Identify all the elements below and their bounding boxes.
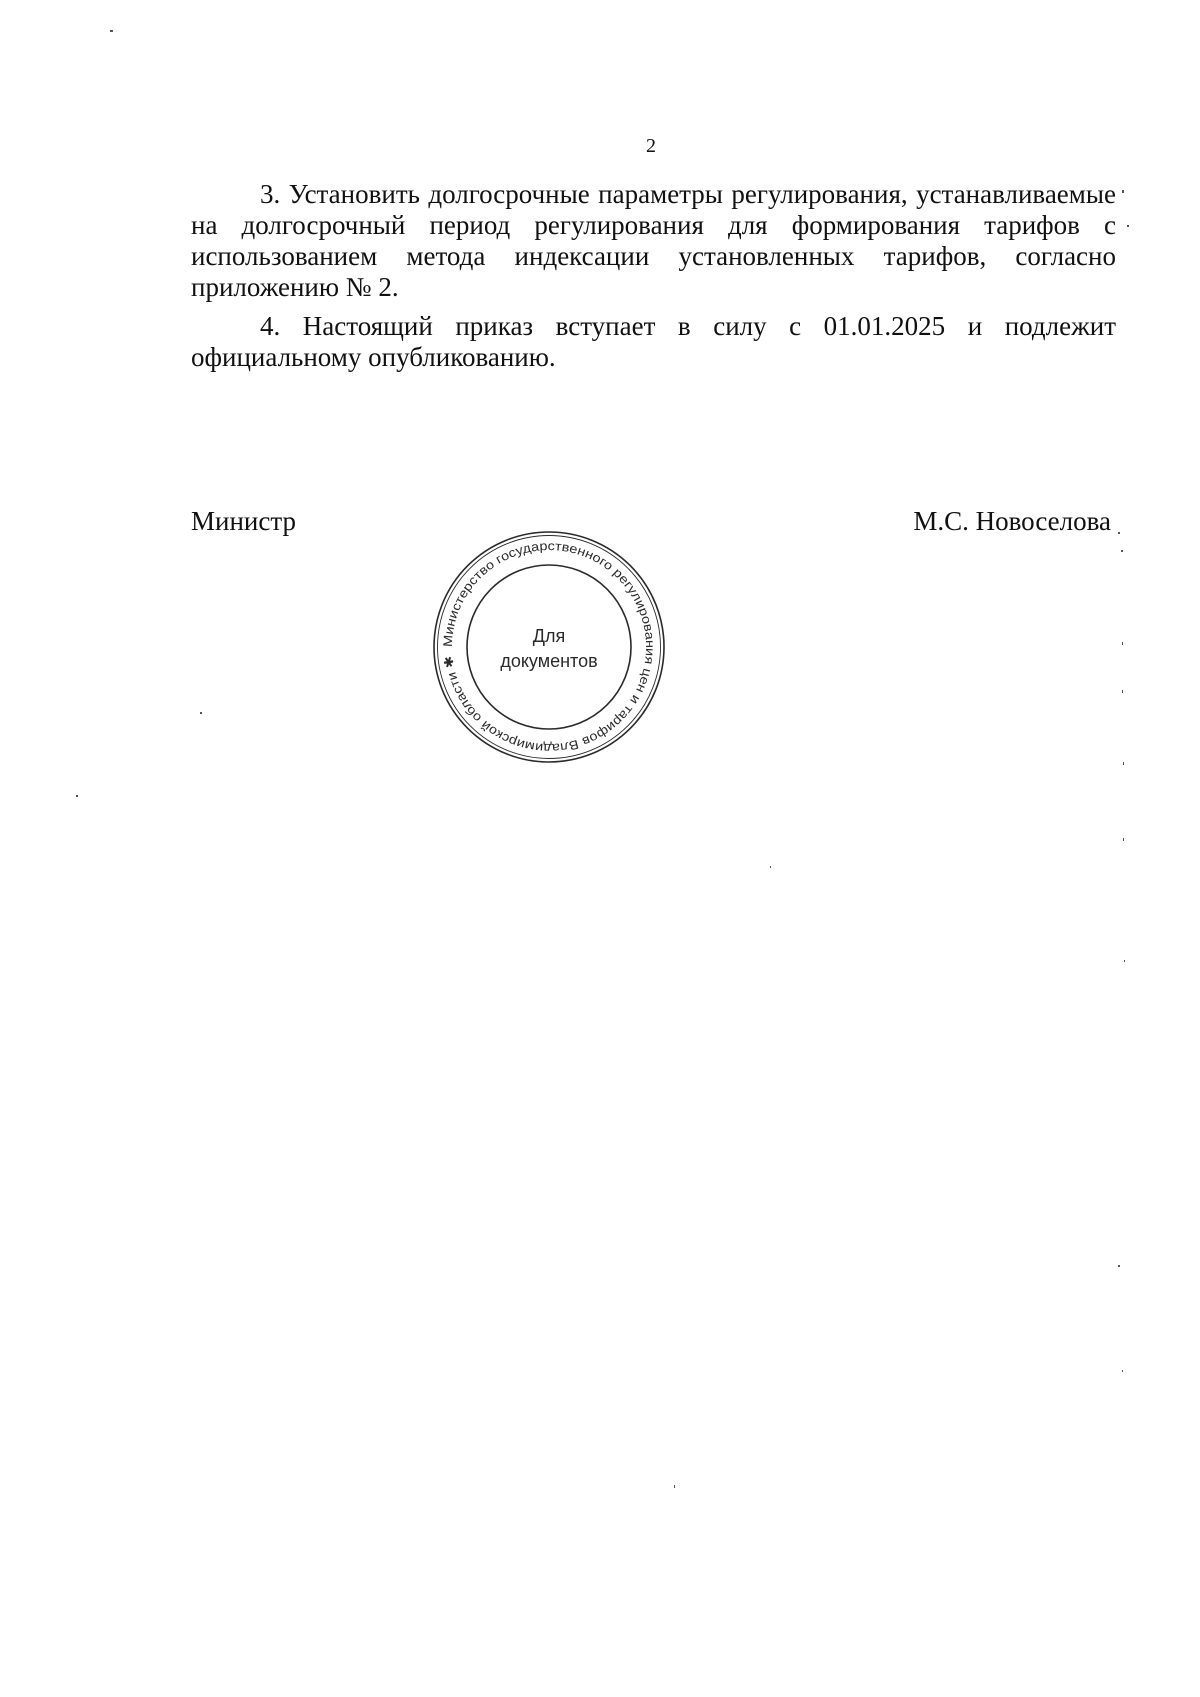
paragraph-4: 4. Настоящий приказ вступает в силу с 01.01.2025 и подлежит официальному опубликованию. — [191, 311, 1116, 372]
order-body — [191, 179, 1116, 373]
seal-center-line-2: документов — [500, 651, 598, 671]
seal-center-line-1: Для — [532, 626, 566, 646]
seal-inner-ring — [467, 565, 631, 729]
seal-outer-ring — [434, 532, 664, 762]
seal-ring-text: Министерство государственного регулирования цен и тарифов Владимирской области ✱ — [440, 538, 658, 756]
signatory-name: М.С. Новоселова — [913, 506, 1111, 536]
official-seal — [432, 530, 666, 764]
signatory-title: Министр — [191, 506, 296, 536]
paragraph-3: 3. Установить долгосрочные параметры регулирования, устанавливаемые на долгосрочный период регулирования для формирования тарифов с использованием метода индексации установленных тарифов, согласно приложению № 2. — [191, 179, 1116, 302]
seal-graphic — [432, 530, 666, 764]
seal-outer-ring-2 — [438, 536, 661, 759]
page-number: 2 — [646, 135, 656, 157]
